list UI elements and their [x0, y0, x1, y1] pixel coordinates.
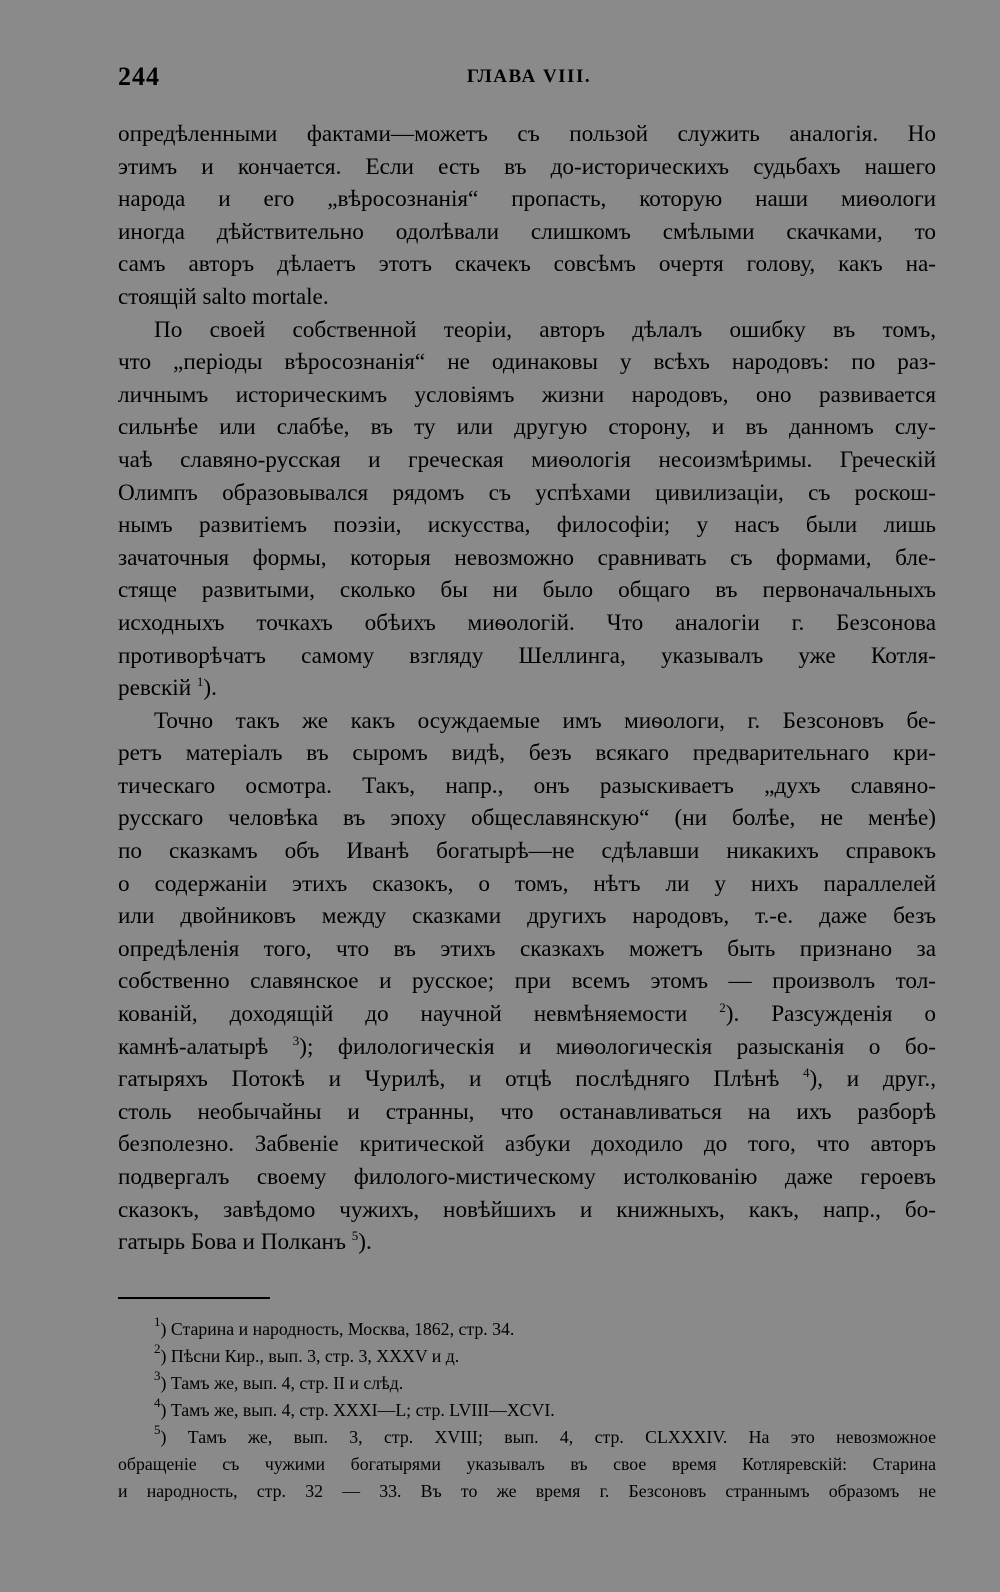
text-line: сильнѣе или слабѣе, въ ту или другую сторону, и въ данномъ слу-	[118, 414, 936, 441]
footnote-line	[118, 1370, 936, 1397]
paragraph-1	[118, 118, 936, 314]
footnote-mark: 2	[154, 1341, 161, 1356]
page-number: 244	[118, 62, 160, 91]
footnote-ref-2: 2	[719, 1000, 726, 1016]
footnote-2	[118, 1343, 936, 1370]
text-line: что „періоды вѣросознанія“ не одинаковы у всѣхъ народовъ: по раз-	[118, 349, 936, 376]
text-line: стяще развитыми, сколько бы ни было общаго въ первоначальныхъ	[118, 577, 936, 604]
footnote-ref-1: 1	[196, 674, 204, 690]
footnote-4	[118, 1397, 936, 1424]
paragraph-3	[118, 705, 936, 1259]
text-line: русскаго человѣка въ эпоху общеславянскую“ (ни болѣе, не менѣе)	[118, 805, 936, 832]
text-line: подвергалъ своему филолого-мистическому истолкованію даже героевъ	[118, 1164, 936, 1190]
text-line: тическаго осмотра. Такъ, напр., онъ разыскиваетъ „духъ славяно-	[118, 772, 936, 799]
line-tail: ).	[203, 675, 217, 702]
text-line: или двойниковъ между сказками другихъ народовъ, т.-е. даже безъ	[118, 903, 936, 930]
footnote-line	[118, 1424, 936, 1451]
text-line: Точно такъ же какъ осуждаемые имъ миѳологи, г. Безсоновъ бе-	[154, 707, 936, 734]
line-tail: ), и друг.,	[809, 1066, 936, 1093]
footnote-text: ) Пѣсни Кир., вып. 3, стр. 3, XXXV и д.	[160, 1346, 460, 1366]
text-line: нымъ развитіемъ поэзіи, искусства, философіи; у насъ были лишь	[118, 512, 936, 539]
text-line: собственно славянское и русское; при всемъ этомъ — произволъ тол-	[118, 968, 936, 995]
footnote-line	[118, 1397, 936, 1424]
text-line: опредѣленія того, что въ этихъ сказкахъ можетъ быть признано за	[118, 935, 936, 962]
text-line: ретъ матеріалъ въ сыромъ видѣ, безъ всякаго предварительнаго кри-	[118, 740, 936, 767]
text-line: противорѣчатъ самому взгляду Шеллинга, указывалъ уже Котля-	[118, 642, 936, 669]
footnote-ref-4: 4	[803, 1065, 810, 1081]
text-line: чаѣ славяно-русская и греческая миѳологія несоизмѣримы. Греческій	[118, 446, 936, 473]
text-line: иногда дѣйствительно одолѣвали слишкомъ смѣлыми скачками, то	[118, 218, 936, 245]
footnote-text: ) Старина и народность, Москва, 1862, стр. 34.	[160, 1319, 515, 1339]
text-line: столь необычайны и странны, что останавливаться на ихъ разборѣ	[118, 1098, 936, 1125]
text-line: личнымъ историческимъ условіямъ жизни народовъ, оно развивается	[118, 381, 936, 408]
text-line: зачаточныя формы, которыя невозможно сравнивать съ формами, бле-	[118, 544, 936, 571]
footnote-line	[118, 1343, 936, 1370]
text-line: исходныхъ точкахъ обѣихъ миѳологій. Что аналогіи г. Безсонова	[118, 609, 936, 636]
text-line: По своей собственной теоріи, авторъ дѣлалъ ошибку въ томъ,	[154, 316, 936, 343]
text-line	[118, 1031, 936, 1064]
line-tail: ); филологическія и миѳологическія разысканія о бо-	[299, 1033, 936, 1060]
footnotes	[118, 1316, 936, 1505]
footnote-mark: 1	[154, 1314, 161, 1329]
footnote-1	[118, 1316, 936, 1343]
footnote-5	[118, 1424, 936, 1505]
text-line: стоящій salto mortale.	[118, 283, 329, 310]
text-line: сказокъ, завѣдомо чужихъ, новѣйшихъ и книжныхъ, какъ, напр., бо-	[118, 1196, 936, 1223]
text-line: народа и его „вѣросознанія“ пропасть, которую наши миѳологи	[118, 186, 936, 213]
footnote-text: ) Тамъ же, вып. 4, стр. XXXI—L; стр. LVIII—XCVI.	[160, 1400, 555, 1420]
text-line	[118, 672, 936, 705]
line-text: ревскій	[118, 675, 192, 702]
text-line: опредѣленными фактами—можетъ съ пользой служить аналогія. Но	[118, 121, 936, 147]
footnote-ref-5: 5	[351, 1228, 359, 1244]
footnote-text: ) Тамъ же, вып. 4, стр. II и слѣд.	[160, 1373, 404, 1393]
text-line	[118, 1226, 936, 1259]
line-tail: ).	[358, 1229, 372, 1256]
line-text: камнѣ-алатырѣ	[118, 1033, 269, 1060]
text-line: о содержаніи этихъ сказокъ, о томъ, нѣтъ ли у нихъ параллелей	[118, 870, 936, 897]
text-line: по сказкамъ объ Иванѣ богатырѣ—не сдѣлавши никакихъ справокъ	[118, 838, 936, 865]
page-header	[118, 62, 940, 98]
footnote-line: обращеніе съ чужими богатырями указывалъ въ свое время Котляревскій: Старина	[118, 1454, 936, 1474]
footnote-mark: 3	[154, 1368, 161, 1383]
footnote-mark: 5	[154, 1422, 161, 1437]
footnote-3	[118, 1370, 936, 1397]
body-text	[118, 118, 936, 1259]
text-line	[118, 998, 936, 1031]
text-line: самъ авторъ дѣлаетъ этотъ скачекъ совсѣмъ очертя голову, какъ на-	[118, 251, 936, 278]
line-text: гатырь Бова и Полканъ	[118, 1229, 346, 1256]
footnote-text: ) Тамъ же, вып. 3, стр. XVIII; вып. 4, стр. CLXXXIV. На это невозможное	[160, 1427, 936, 1447]
text-line: этимъ и кончается. Если есть въ до-историческихъ судьбахъ нашего	[118, 153, 936, 180]
line-tail: ). Разсужденія о	[725, 1001, 937, 1028]
footnote-line	[118, 1316, 936, 1343]
text-line: Олимпъ образовывался рядомъ съ успѣхами цивилизаціи, съ роскош-	[118, 479, 936, 506]
paragraph-2	[118, 314, 936, 705]
text-line: безполезно. Забвеніе критической азбуки доходило до того, что авторъ	[118, 1131, 936, 1158]
text-line	[118, 1063, 936, 1096]
running-head: ГЛАВА VIII.	[466, 66, 592, 87]
footnote-line: и народность, стр. 32 — 33. Въ то же время г. Безсоновъ страннымъ образомъ не	[118, 1481, 936, 1501]
footnote-separator	[118, 1297, 270, 1299]
line-text: кованій, доходящій до научной невмѣняемости	[118, 1001, 688, 1028]
line-text: гатыряхъ Потокѣ и Чурилѣ, и отцѣ послѣдняго Плѣнѣ	[118, 1066, 780, 1093]
footnote-mark: 4	[154, 1395, 161, 1410]
footnote-ref-3: 3	[292, 1032, 300, 1048]
